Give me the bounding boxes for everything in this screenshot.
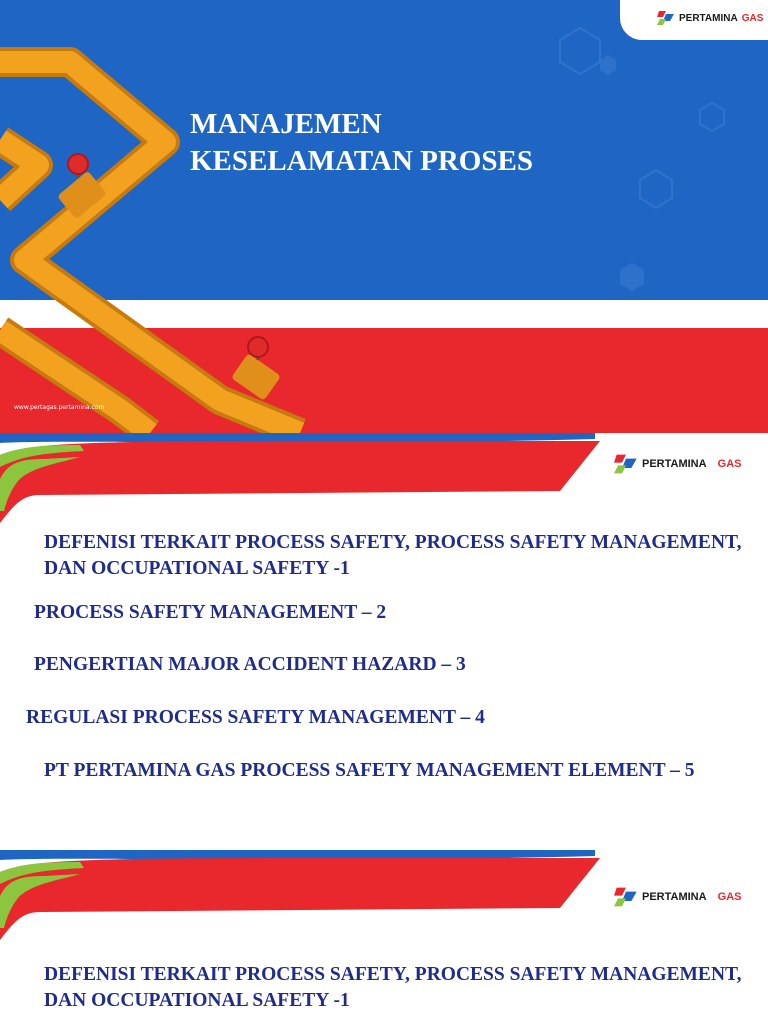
pertamina-arrow-icon (614, 453, 638, 475)
pertamina-arrow-icon (657, 10, 675, 26)
agenda-slide (0, 433, 768, 833)
pertamina-gas-logo (657, 10, 763, 26)
agenda-item-1: DEFENISI TERKAIT PROCESS SAFETY, PROCESS SAFETY MANAGEMENT, DAN OCCUPATIONAL SAFETY -1 (44, 532, 742, 579)
logo-text-gas: GAS (717, 458, 742, 470)
header-swoosh (0, 433, 768, 543)
cover-slide (0, 0, 768, 433)
logo-text-gas: GAS (741, 12, 764, 24)
logo-text-pertamina: PERTAMINA (642, 891, 707, 903)
valve-icon (231, 337, 281, 401)
pipeline-illustration (0, 0, 768, 433)
agenda-item-3: PENGERTIAN MAJOR ACCIDENT HAZARD – 3 (34, 654, 466, 675)
cover-title-line1: MANAJEMEN (190, 108, 382, 140)
section-slide (0, 850, 768, 1024)
cover-title (190, 106, 533, 180)
agenda-item-2: PROCESS SAFETY MANAGEMENT – 2 (34, 602, 387, 623)
section-heading: DEFENISI TERKAIT PROCESS SAFETY, PROCESS SAFETY MANAGEMENT, DAN OCCUPATIONAL SAFETY -1 (44, 964, 742, 1011)
logo-text-pertamina: PERTAMINA (679, 12, 738, 24)
agenda-item-4: REGULASI PROCESS SAFETY MANAGEMENT – 4 (26, 707, 485, 728)
website-url: www.pertagas.pertamina.com (14, 404, 105, 411)
pertamina-gas-logo (614, 886, 741, 908)
pertamina-gas-logo (614, 453, 741, 475)
slide-divider (0, 833, 768, 850)
cover-title-line2: KESELAMATAN PROSES (190, 145, 533, 177)
logo-text-pertamina: PERTAMINA (642, 458, 707, 470)
pertamina-arrow-icon (614, 886, 638, 908)
logo-text-gas: GAS (717, 891, 742, 903)
agenda-item-5: PT PERTAMINA GAS PROCESS SAFETY MANAGEMENT ELEMENT – 5 (44, 760, 695, 781)
